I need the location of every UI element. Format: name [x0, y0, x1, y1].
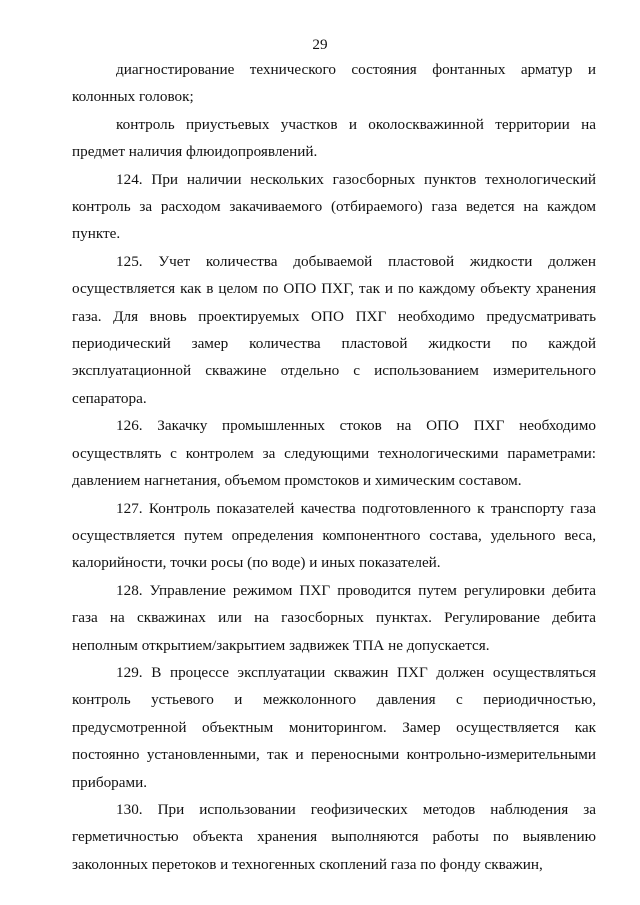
paragraph-wellhead-control: контроль приустьевых участков и околоскважинной территории на предмет наличия флюидопроявлений. — [72, 115, 596, 161]
paragraph-124: 124. При наличии нескольких газосборных пунктов технологический контроль за расходом закачиваемого (отбираемого) газа ведется на каждом пункте. — [72, 170, 596, 243]
paragraph-129: 129. В процессе эксплуатации скважин ПХГ должен осуществляться контроль устьевого и межколонного давления с периодичностью, предусмотренной объектным мониторингом. Замер осуществляется как постоянно установленными, так и переносными контрольно-измерительными приборами. — [72, 663, 596, 791]
paragraph-126: 126. Закачку промышленных стоков на ОПО ПХГ необходимо осуществлять с контролем за следующими технологическими параметрами: давлением нагнетания, объемом промстоков и химическим составом. — [72, 417, 596, 490]
paragraph-125: 125. Учет количества добываемой пластовой жидкости должен осуществляется как в целом по ОПО ПХГ, так и по каждому объекту хранения газа. Для вновь проектируемых ОПО ПХГ необходимо предусматривать периодический замер количества пластовой жидкости по каждой эксплуатационной скважине отдельно с использованием измерительного сепаратора. — [72, 252, 596, 407]
paragraph-diagnostics: диагностирование технического состояния фонтанных арматур и колонных головок; — [72, 61, 596, 106]
page-number: 29 — [312, 36, 328, 53]
paragraph-130: 130. При использовании геофизических методов наблюдения за герметичностью объекта хранения выполняются работы по выявлению заколонных перетоков и техногенных скоплений газа по фонду скважин, — [72, 800, 596, 873]
paragraph-128: 128. Управление режимом ПХГ проводится путем регулировки дебита газа на скважинах или на газосборных пунктах. Регулирование дебита неполным открытием/закрытием задвижек ТПА не допускается. — [72, 581, 596, 654]
paragraph-127: 127. Контроль показателей качества подготовленного к транспорту газа осуществляется путем определения компонентного состава, удельного веса, калорийности, точки росы (по воде) и иных показателей. — [72, 499, 596, 572]
document-body — [72, 56, 596, 878]
